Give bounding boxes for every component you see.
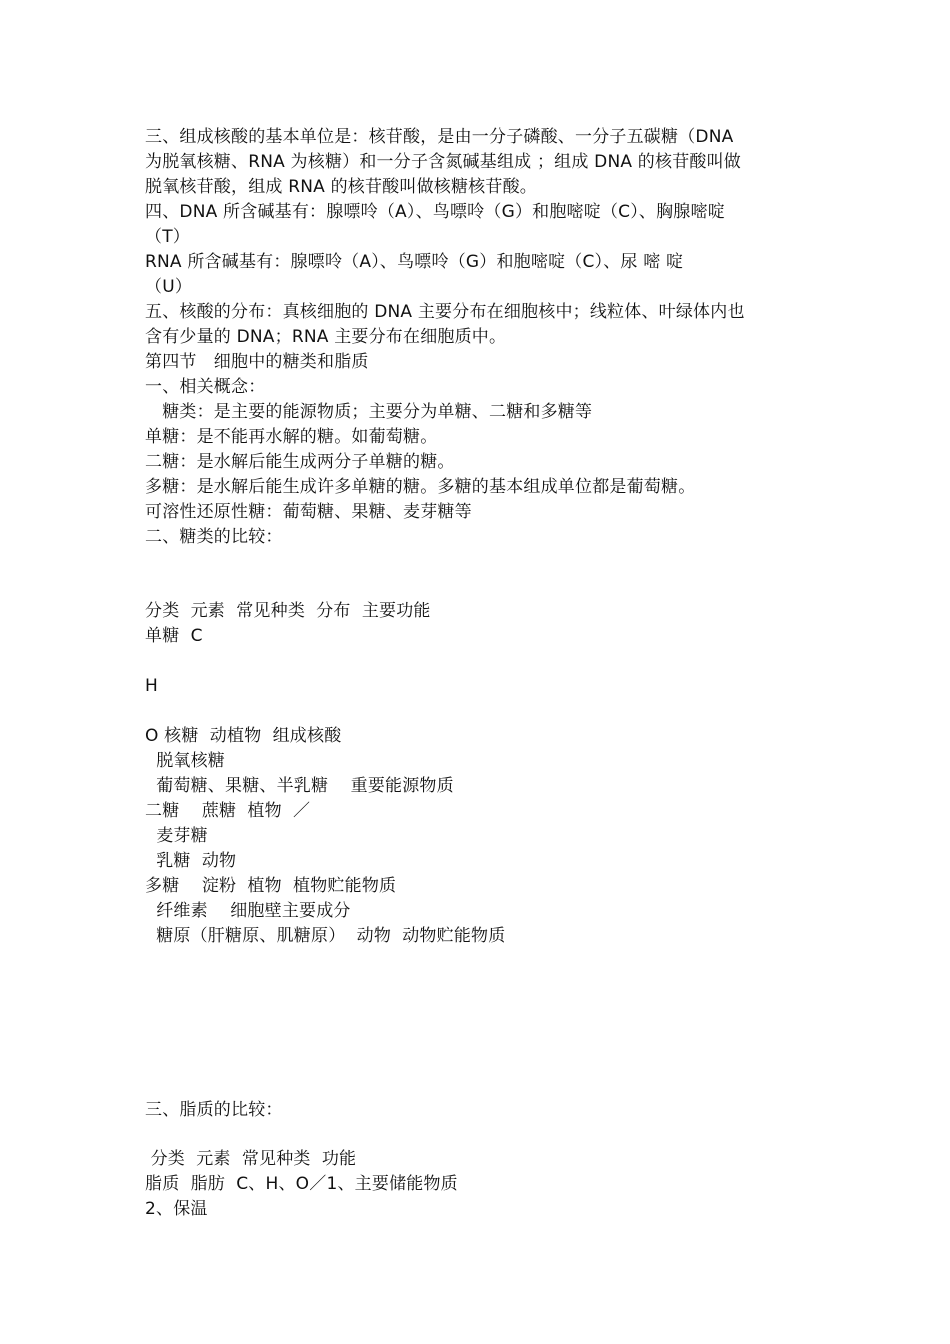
section-heading: 第四节 细胞中的糖类和脂质 [145, 352, 369, 372]
text-line: 四、DNA 所含碱基有：腺嘌呤（A）、鸟嘌呤（G）和胞嘧啶（C）、胸腺嘧啶 [145, 202, 725, 222]
text-line: （T） [145, 227, 190, 247]
table-row: H [145, 676, 158, 696]
text-line: 单糖：是不能再水解的糖。如葡萄糖。 [145, 427, 438, 447]
table-row: 麦芽糖 [145, 826, 208, 846]
text-line: 为脱氧核糖、RNA 为核糖）和一分子含氮碱基组成 ；组成 DNA 的核苷酸叫做 [145, 152, 742, 172]
table-row: 糖原（肝糖原、肌糖原） 动物 动物贮能物质 [145, 926, 506, 946]
text-line: （U） [145, 277, 193, 297]
text-line: 糖类：是主要的能源物质；主要分为单糖、二糖和多糖等 [145, 402, 593, 422]
text-line: 三、脂质的比较： [145, 1100, 283, 1120]
table-row: 纤维素 细胞壁主要成分 [145, 901, 351, 921]
text-line: 多糖：是水解后能生成许多单糖的糖。多糖的基本组成单位都是葡萄糖。 [145, 477, 696, 497]
table-row: 2、保温 [145, 1199, 208, 1219]
table-row: O 核糖 动植物 组成核酸 [145, 726, 342, 746]
table-row: 脱氧核糖 [145, 751, 226, 771]
table-header-row: 分类 元素 常见种类 分布 主要功能 [145, 601, 431, 621]
table-row: 脂质 脂肪 C、H、O／1、主要储能物质 [145, 1174, 458, 1194]
table-header-row: 分类 元素 常见种类 功能 [145, 1149, 357, 1169]
text-line: RNA 所含碱基有：腺嘌呤（A）、鸟嘌呤（G）和胞嘧啶（C）、尿 嘧 啶 [145, 252, 684, 272]
text-line: 二、糖类的比较： [145, 527, 283, 547]
text-line: 一、相关概念： [145, 377, 266, 397]
table-row: 单糖 C [145, 626, 203, 646]
text-line: 可溶性还原性糖：葡萄糖、果糖、麦芽糖等 [145, 502, 472, 522]
table-row: 二糖 蔗糖 植物 ／ [145, 801, 311, 821]
table-row: 多糖 淀粉 植物 植物贮能物质 [145, 876, 397, 896]
text-line: 含有少量的 DNA；RNA 主要分布在细胞质中。 [145, 327, 507, 347]
table-row: 乳糖 动物 [145, 851, 237, 871]
text-line: 二糖：是水解后能生成两分子单糖的糖。 [145, 452, 455, 472]
text-line: 三、组成核酸的基本单位是：核苷酸，是由一分子磷酸、一分子五碳糖（DNA [145, 127, 734, 147]
text-line: 脱氧核苷酸，组成 RNA 的核苷酸叫做核糖核苷酸。 [145, 177, 537, 197]
text-line: 五、核酸的分布：真核细胞的 DNA 主要分布在细胞核中；线粒体、叶绿体内也 [145, 302, 745, 322]
table-row: 葡萄糖、果糖、半乳糖 重要能源物质 [145, 776, 454, 796]
